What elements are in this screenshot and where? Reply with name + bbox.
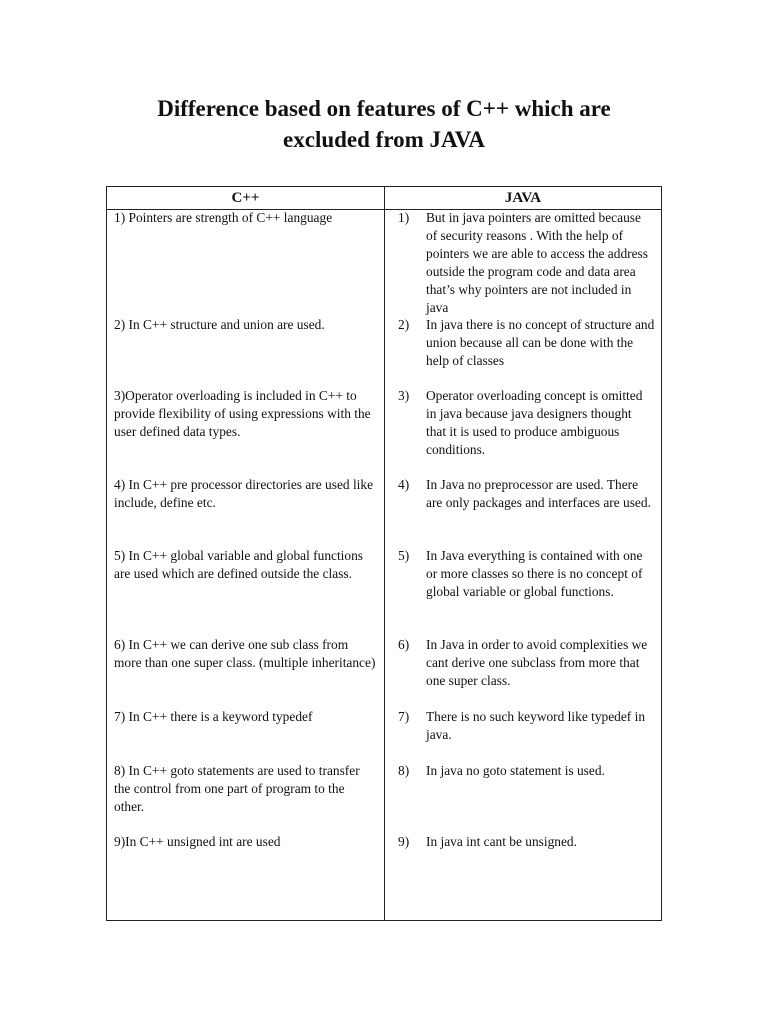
java-cell-text: But in java pointers are omitted because of security reasons . With the help of pointers we are able to access the address outside the program code and data area that’s why pointers are not included in java: [426, 210, 648, 315]
java-cell-5: [398, 547, 655, 601]
java-cell-6: [398, 636, 655, 690]
java-cell-7: [398, 708, 655, 744]
java-cell-1: [398, 209, 655, 317]
cpp-cell-9: 9)In C++ unsigned int are used: [114, 834, 281, 849]
cpp-cell-8: 8) In C++ goto statements are used to transfer the control from one part of program to the other.: [114, 763, 360, 814]
header-cpp: C++: [231, 190, 260, 206]
column-divider: [384, 187, 385, 920]
java-cell-text: In Java in order to avoid complexities we cant derive one subclass from more that one super class.: [426, 637, 648, 688]
java-cell-text: In Java no preprocessor are used. There are only packages and interfaces are used.: [426, 477, 651, 510]
java-cell-num: 7): [398, 709, 410, 724]
cpp-cell-2: 2) In C++ structure and union are used.: [114, 317, 325, 332]
java-cell-text: In java int cant be unsigned.: [426, 834, 577, 849]
java-cell-num: 5): [398, 548, 410, 563]
java-cell-num: 6): [398, 637, 410, 652]
header-java: JAVA: [504, 190, 542, 206]
java-cell-8: [398, 762, 655, 780]
java-cell-3: [398, 387, 655, 459]
cpp-cell-4: 4) In C++ pre processor directories are used like include, define etc.: [114, 477, 374, 510]
comparison-table: [106, 186, 662, 921]
java-cell-num: 1): [398, 210, 410, 225]
java-cell-text: There is no such keyword like typedef in java.: [426, 709, 646, 742]
title-line-1: Difference based on features of C++ which are: [157, 96, 611, 121]
java-cell-num: 9): [398, 834, 410, 849]
java-cell-num: 8): [398, 763, 410, 778]
java-cell-num: 3): [398, 388, 410, 403]
document-title: [0, 93, 768, 155]
java-cell-num: 2): [398, 317, 410, 332]
cpp-cell-1: 1) Pointers are strength of C++ language: [114, 210, 333, 225]
java-cell-num: 4): [398, 477, 410, 492]
cpp-cell-6: 6) In C++ we can derive one sub class from more than one super class. (multiple inheritance): [114, 637, 376, 670]
cpp-cell-7: 7) In C++ there is a keyword typedef: [114, 709, 313, 724]
java-cell-text: In Java everything is contained with one or more classes so there is no concept of global variable or global functions.: [426, 548, 643, 599]
java-cell-9: [398, 833, 655, 851]
cpp-cell-5: 5) In C++ global variable and global functions are used which are defined outside the class.: [114, 548, 364, 581]
java-cell-text: In java no goto statement is used.: [426, 763, 605, 778]
java-cell-2: [398, 316, 655, 370]
cpp-cell-3: 3)Operator overloading is included in C++ to provide flexibility of using expressions with the user defined data types.: [114, 388, 371, 439]
title-line-2: excluded from JAVA: [283, 127, 485, 152]
java-cell-text: In java there is no concept of structure and union because all can be done with the help of classes: [426, 317, 655, 368]
java-cell-4: [398, 476, 655, 512]
java-cell-text: Operator overloading concept is omitted in java because java designers thought that it is used to produce ambiguous conditions.: [426, 388, 643, 457]
